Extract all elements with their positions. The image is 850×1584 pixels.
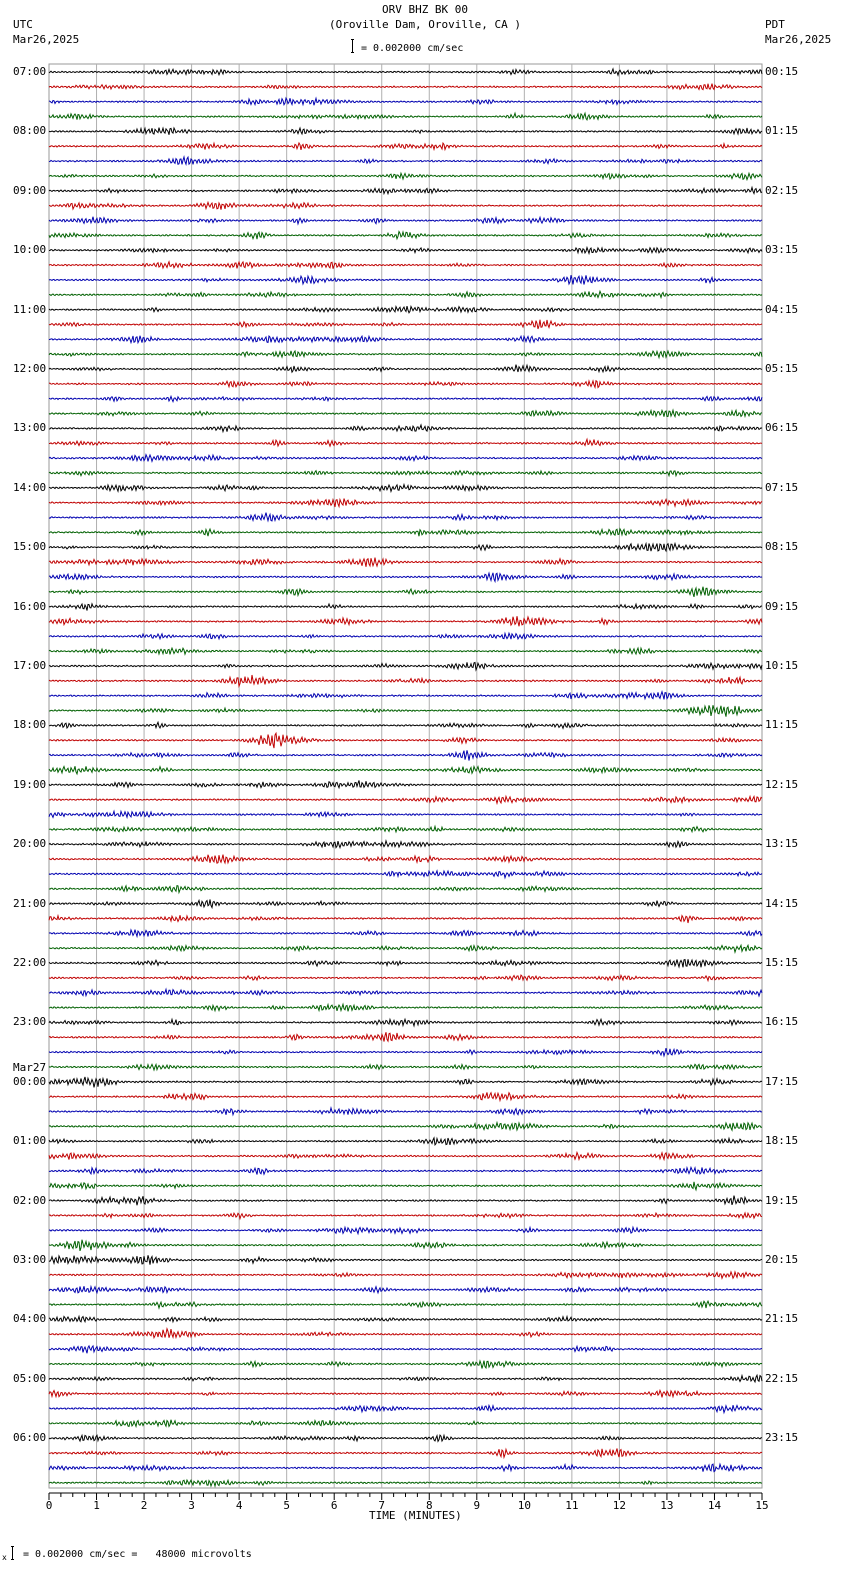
trace-63 bbox=[49, 1004, 762, 1011]
trace-23 bbox=[49, 410, 762, 416]
right-hour-label: 09:15 bbox=[765, 599, 799, 613]
right-hour-label: 19:15 bbox=[765, 1193, 799, 1207]
trace-91 bbox=[49, 1420, 762, 1427]
trace-11 bbox=[49, 232, 762, 240]
left-hour-label: 07:00 bbox=[13, 65, 47, 78]
right-hour-label: 07:15 bbox=[765, 480, 799, 494]
trace-25 bbox=[49, 439, 762, 446]
left-hour-label: 11:00 bbox=[13, 302, 47, 316]
trace-44 bbox=[49, 722, 762, 728]
x-tick-label: 11 bbox=[565, 1499, 579, 1512]
trace-69 bbox=[49, 1092, 762, 1100]
left-hour-label: 23:00 bbox=[13, 1015, 47, 1029]
left-hour-label: 22:00 bbox=[13, 956, 47, 969]
left-hour-label: 08:00 bbox=[13, 124, 47, 138]
trace-88 bbox=[49, 1375, 762, 1382]
trace-19 bbox=[49, 351, 762, 358]
trace-48 bbox=[49, 780, 762, 787]
right-hour-label: 14:15 bbox=[765, 896, 799, 910]
trace-57 bbox=[49, 915, 762, 923]
trace-46 bbox=[49, 750, 762, 760]
trace-81 bbox=[49, 1272, 762, 1278]
trace-92 bbox=[49, 1435, 762, 1441]
right-hour-label: 04:15 bbox=[765, 302, 799, 316]
trace-54 bbox=[49, 871, 762, 878]
trace-78 bbox=[49, 1227, 762, 1233]
trace-50 bbox=[49, 811, 762, 817]
x-tick-label: 6 bbox=[330, 1499, 338, 1512]
trace-77 bbox=[49, 1213, 762, 1219]
trace-43 bbox=[49, 705, 762, 716]
right-hour-label: 20:15 bbox=[765, 1253, 799, 1266]
x-tick-label: 8 bbox=[425, 1499, 433, 1512]
footer-scale-bar-icon bbox=[11, 1546, 14, 1560]
trace-80 bbox=[49, 1255, 762, 1264]
trace-0 bbox=[49, 69, 762, 75]
left-timezone: UTC bbox=[13, 18, 33, 31]
trace-17 bbox=[49, 320, 762, 329]
right-hour-label: 08:15 bbox=[765, 540, 799, 554]
trace-28 bbox=[49, 485, 762, 492]
scale-text: = 0.002000 cm/sec bbox=[361, 43, 464, 54]
trace-16 bbox=[49, 306, 762, 313]
trace-89 bbox=[49, 1390, 762, 1397]
x-tick-label: 12 bbox=[612, 1499, 627, 1512]
seismic-traces bbox=[49, 69, 762, 1486]
x-tick-label: 10 bbox=[517, 1499, 531, 1512]
trace-85 bbox=[49, 1329, 762, 1338]
date-change-label: Mar27 bbox=[13, 1061, 47, 1074]
x-tick-label: 2 bbox=[140, 1499, 148, 1512]
trace-15 bbox=[49, 291, 762, 297]
x-tick-label: 4 bbox=[235, 1499, 243, 1512]
trace-24 bbox=[49, 425, 762, 432]
trace-34 bbox=[49, 573, 762, 582]
left-hour-label: 05:00 bbox=[13, 1371, 47, 1385]
x-tick-label: 14 bbox=[707, 1499, 722, 1512]
trace-4 bbox=[49, 128, 762, 135]
right-timezone: PDT bbox=[765, 18, 785, 31]
trace-22 bbox=[49, 396, 762, 401]
trace-35 bbox=[49, 587, 762, 597]
trace-60 bbox=[49, 959, 762, 967]
trace-61 bbox=[49, 975, 762, 980]
trace-47 bbox=[49, 766, 762, 774]
trace-83 bbox=[49, 1301, 762, 1308]
left-hour-label: 18:00 bbox=[13, 718, 47, 732]
left-hour-label: 12:00 bbox=[13, 362, 47, 375]
footer-scale-text: = 0.002000 cm/sec = 48000 microvolts bbox=[23, 1549, 252, 1560]
right-hour-label: 16:15 bbox=[765, 1015, 799, 1029]
trace-72 bbox=[49, 1138, 762, 1145]
trace-30 bbox=[49, 513, 762, 521]
right-hour-label: 12:15 bbox=[765, 777, 799, 791]
trace-10 bbox=[49, 217, 762, 224]
trace-14 bbox=[49, 275, 762, 284]
trace-42 bbox=[49, 692, 762, 700]
scale-bar-icon bbox=[351, 39, 354, 53]
trace-45 bbox=[49, 733, 762, 748]
trace-71 bbox=[49, 1123, 762, 1131]
x-tick-label: 3 bbox=[188, 1499, 195, 1512]
footer-prefix: x bbox=[2, 1553, 7, 1562]
trace-79 bbox=[49, 1240, 762, 1251]
left-hour-label: 02:00 bbox=[13, 1193, 47, 1207]
trace-93 bbox=[49, 1448, 762, 1457]
trace-86 bbox=[49, 1346, 762, 1353]
left-hour-label: 01:00 bbox=[13, 1134, 47, 1148]
right-hour-label: 15:15 bbox=[765, 956, 799, 969]
left-hour-label: 14:00 bbox=[13, 480, 47, 494]
trace-29 bbox=[49, 499, 762, 507]
trace-36 bbox=[49, 604, 762, 611]
trace-62 bbox=[49, 989, 762, 996]
x-tick-label: 13 bbox=[660, 1499, 674, 1512]
trace-21 bbox=[49, 381, 762, 388]
right-hour-label: 18:15 bbox=[765, 1134, 799, 1148]
left-hour-label: 19:00 bbox=[13, 777, 47, 791]
right-hour-label: 23:15 bbox=[765, 1431, 799, 1445]
right-hour-label: 17:15 bbox=[765, 1074, 799, 1088]
trace-90 bbox=[49, 1405, 762, 1412]
trace-64 bbox=[49, 1019, 762, 1026]
right-hour-label: 06:15 bbox=[765, 421, 799, 435]
left-hour-label: 09:00 bbox=[13, 183, 47, 197]
left-hour-label: 03:00 bbox=[13, 1253, 47, 1266]
trace-84 bbox=[49, 1316, 762, 1321]
trace-66 bbox=[49, 1048, 762, 1056]
trace-20 bbox=[49, 365, 762, 373]
left-date: Mar26,2025 bbox=[13, 33, 80, 46]
right-hour-label: 13:15 bbox=[765, 837, 799, 851]
trace-18 bbox=[49, 336, 762, 343]
trace-37 bbox=[49, 616, 762, 626]
station-title: ORV BHZ BK 00 bbox=[381, 3, 469, 16]
trace-7 bbox=[49, 173, 762, 179]
trace-38 bbox=[49, 633, 762, 639]
trace-6 bbox=[49, 157, 762, 164]
left-hour-label: 15:00 bbox=[13, 540, 47, 554]
trace-56 bbox=[49, 900, 762, 908]
trace-40 bbox=[49, 662, 762, 669]
trace-1 bbox=[49, 84, 762, 90]
right-hour-label: 01:15 bbox=[765, 124, 799, 138]
left-hour-label: 04:00 bbox=[13, 1312, 47, 1326]
x-tick-label: 5 bbox=[283, 1499, 290, 1512]
trace-9 bbox=[49, 202, 762, 209]
trace-51 bbox=[49, 826, 762, 831]
trace-3 bbox=[49, 113, 762, 120]
trace-73 bbox=[49, 1152, 762, 1159]
trace-76 bbox=[49, 1196, 762, 1206]
left-hour-label: 21:00 bbox=[13, 896, 47, 910]
right-hour-label: 10:15 bbox=[765, 659, 799, 672]
x-tick-label: 1 bbox=[93, 1499, 100, 1512]
trace-12 bbox=[49, 248, 762, 254]
trace-13 bbox=[49, 262, 762, 269]
left-hour-label: 06:00 bbox=[13, 1431, 47, 1445]
right-hour-label: 22:15 bbox=[765, 1371, 799, 1385]
x-tick-label: 7 bbox=[378, 1499, 386, 1512]
right-hour-label: 00:15 bbox=[765, 65, 799, 78]
trace-67 bbox=[49, 1064, 762, 1070]
left-hour-label: 00:00 bbox=[13, 1074, 47, 1088]
x-axis-label: TIME (MINUTES) bbox=[369, 1509, 462, 1522]
trace-55 bbox=[49, 886, 762, 893]
trace-95 bbox=[49, 1480, 762, 1486]
trace-27 bbox=[49, 471, 762, 476]
trace-39 bbox=[49, 648, 762, 654]
right-hour-label: 11:15 bbox=[765, 718, 799, 732]
x-tick-label: 0 bbox=[45, 1499, 53, 1512]
left-hour-label: 17:00 bbox=[13, 659, 47, 672]
left-hour-label: 16:00 bbox=[13, 599, 47, 613]
x-tick-label: 15 bbox=[755, 1499, 769, 1512]
trace-82 bbox=[49, 1286, 762, 1293]
trace-65 bbox=[49, 1032, 762, 1041]
trace-32 bbox=[49, 544, 762, 552]
trace-59 bbox=[49, 945, 762, 952]
right-date: Mar26,2025 bbox=[765, 33, 832, 46]
trace-74 bbox=[49, 1167, 762, 1174]
trace-87 bbox=[49, 1361, 762, 1369]
right-hour-label: 21:15 bbox=[765, 1312, 799, 1326]
trace-68 bbox=[49, 1077, 762, 1087]
trace-5 bbox=[49, 143, 762, 150]
trace-2 bbox=[49, 98, 762, 105]
trace-33 bbox=[49, 558, 762, 567]
trace-49 bbox=[49, 796, 762, 803]
trace-31 bbox=[49, 529, 762, 536]
trace-41 bbox=[49, 675, 762, 686]
trace-26 bbox=[49, 455, 762, 462]
left-hour-label: 13:00 bbox=[13, 421, 47, 435]
trace-94 bbox=[49, 1464, 762, 1472]
station-location: (Oroville Dam, Oroville, CA ) bbox=[328, 18, 522, 31]
trace-8 bbox=[49, 188, 762, 194]
trace-75 bbox=[49, 1182, 762, 1190]
trace-70 bbox=[49, 1108, 762, 1115]
trace-52 bbox=[49, 841, 762, 848]
trace-53 bbox=[49, 855, 762, 864]
trace-58 bbox=[49, 930, 762, 937]
left-hour-label: 10:00 bbox=[13, 243, 47, 257]
right-hour-label: 05:15 bbox=[765, 362, 799, 375]
right-hour-label: 03:15 bbox=[765, 243, 799, 257]
left-hour-label: 20:00 bbox=[13, 837, 47, 851]
right-hour-label: 02:15 bbox=[765, 183, 799, 197]
x-tick-label: 9 bbox=[473, 1499, 481, 1512]
